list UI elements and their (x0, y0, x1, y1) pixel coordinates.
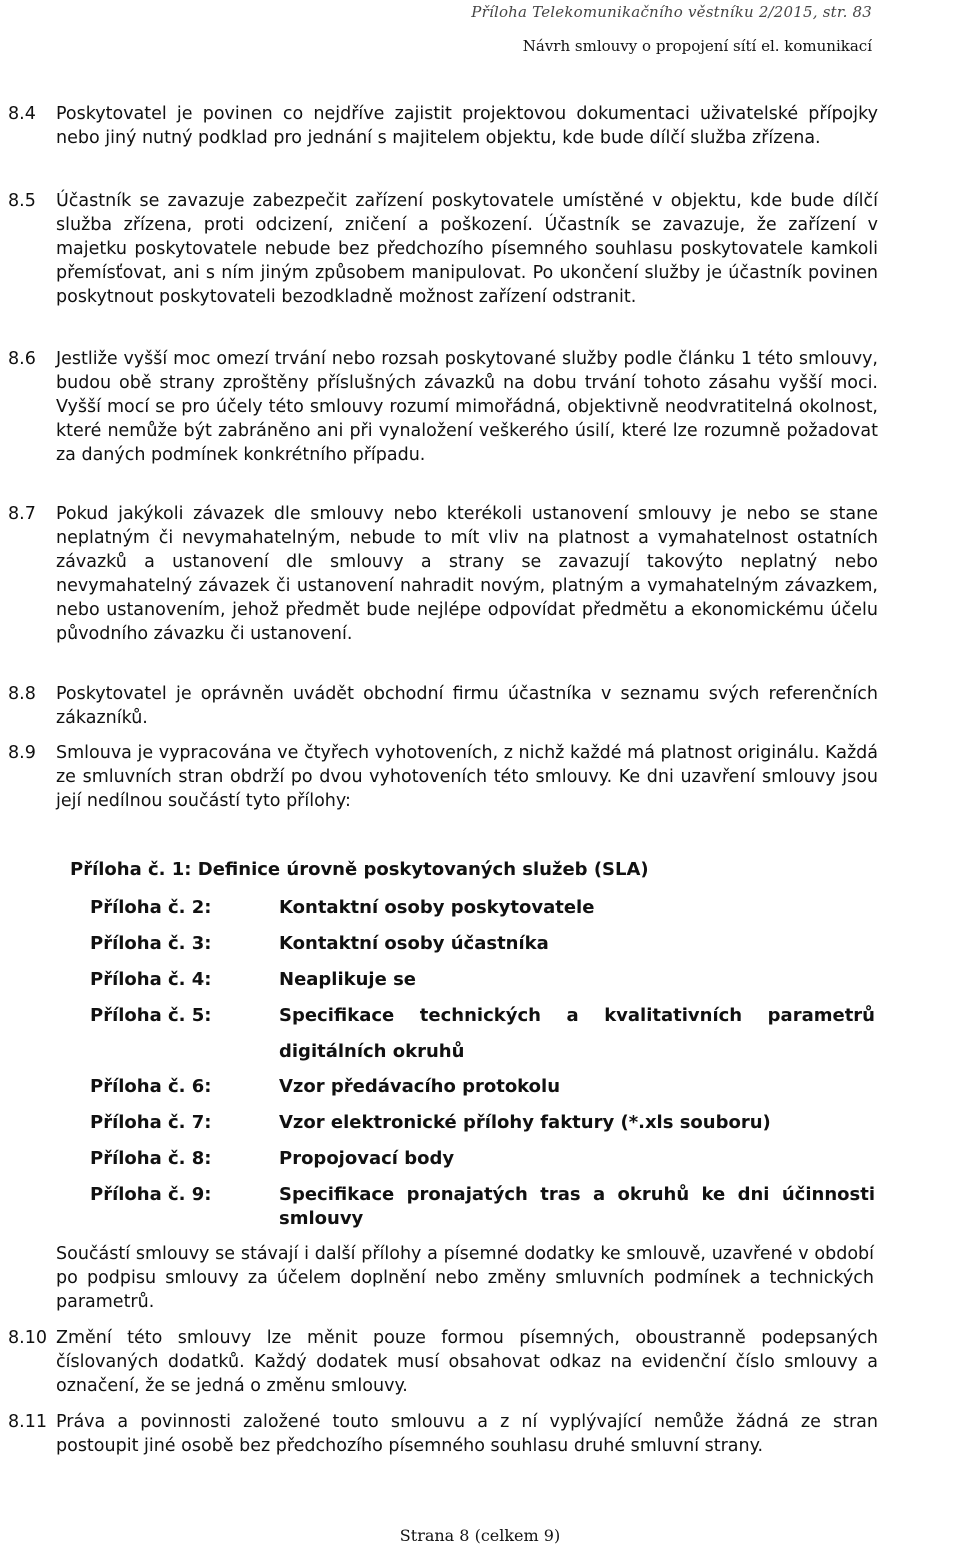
clause-text: Poskytovatel je povinen co nejdříve zajistit projektovou dokumentaci uživatelské přípojky nebo jiný nutný podklad pro jednání s majitelem objektu, kde bude dílčí služba zřízena. (56, 104, 878, 148)
clause-text: Smlouva je vypracována ve čtyřech vyhotoveních, z nichž každé má platnost originálu. Každá ze smluvních stran obdrží po dvou vyhotoveních této smlouvy. Ke dni uzavření smlouvy jsou její nedílnou součástí tyto přílohy: (56, 743, 878, 811)
clause-number: 8.6 (8, 349, 36, 369)
clause-number: 8.4 (8, 104, 36, 124)
annex-row (90, 1183, 875, 1231)
clause-text: Jestliže vyšší moc omezí trvání nebo rozsah poskytované služby podle článku 1 této smlouvy, budou obě strany zproštěny příslušných závazků na dobu trvání tohoto zásahu vyšší moci. Vyšší mocí se pro účely této smlouvy rozumí mimořádná, objektivně neodvratitelná okolnost, které nemůže být zabráněno ani při vynaložení veškerého úsilí, které lze rozumně požadovat za daných podmínek konkrétního případu. (56, 349, 878, 465)
clause-number: 8.9 (8, 743, 36, 763)
annex-description: Propojovací body (279, 1148, 455, 1169)
annex-label: Příloha č. 7: (90, 1112, 212, 1133)
annex-note: Součástí smlouvy se stávají i další přílohy a písemné dodatky ke smlouvě, uzavřené v období po podpisu smlouvy za účelem doplnění nebo změny smluvních podmínek a technických parametrů. (56, 1244, 874, 1312)
clause-8-8 (8, 682, 878, 730)
clause-text: Pokud jakýkoli závazek dle smlouvy nebo kterékoli ustanovení smlouvy je nebo se stane neplatným či nevymahatelným, nebude to mít vliv na platnost a vymahatelnost ostatních závazků a ustanovení dle smlouvy a strany se zavazují takovýto neplatný nebo nevymahatelný závazek či ustanovení nahradit novým, platným a vymahatelným závazkem, nebo ustanovením, jehož předmět bude nejlépe odpovídat předmětu a ekonomickému účelu původního závazku či ustanovení. (56, 504, 878, 644)
clause-text: Poskytovatel je oprávněn uvádět obchodní firmu účastníka v seznamu svých referenčních zákazníků. (56, 684, 878, 728)
clause-number: 8.5 (8, 191, 36, 211)
clause-text: Účastník se zavazuje zabezpečit zařízení poskytovatele umístěné v objektu, kde bude dílčí služba zřízena, proti odcizení, zničení a poškození. Účastník se zavazuje, že zařízení v majetku poskytovatele nebude bez předchozího písemného souhlasu poskytovatele kamkoli přemísťovat, ani s ním jiným způsobem manipulovat. Po ukončení služby je účastník povinen poskytnout poskytovateli bezodkladně možnost zařízení odstranit. (56, 191, 878, 307)
annex-row (90, 896, 875, 920)
annex-description: Neaplikuje se (279, 969, 416, 990)
annex-row (90, 1111, 875, 1135)
clause-8-9 (8, 741, 878, 813)
clause-number: 8.7 (8, 504, 36, 524)
annex-label: Příloha č. 9: (90, 1184, 212, 1205)
annex-row (90, 1147, 875, 1171)
clause-8-10 (8, 1326, 878, 1398)
annex-description: Specifikace pronajatých tras a okruhů ke dni účinnosti smlouvy (279, 1184, 875, 1229)
clause-text: Změní této smlouvy lze měnit pouze formou písemných, oboustranně podepsaných číslovaných dodatků. Každý dodatek musí obsahovat odkaz na evidenční číslo smlouvy a označení, že se jedná o změnu smlouvy. (56, 1328, 878, 1396)
annex-description: Vzor elektronické přílohy faktury (*.xls souboru) (279, 1112, 771, 1133)
annex-row (90, 968, 875, 992)
annex-label: Příloha č. 6: (90, 1076, 212, 1097)
page-footer: Strana 8 (celkem 9) (399, 1526, 561, 1545)
annex-label: Příloha č. 8: (90, 1148, 212, 1169)
clause-number: 8.8 (8, 684, 36, 704)
clause-number: 8.11 (8, 1412, 47, 1432)
clause-8-4 (8, 102, 878, 150)
clause-8-6 (8, 347, 878, 467)
clause-8-11 (8, 1410, 878, 1458)
clause-text: Práva a povinnosti založené touto smlouvu a z ní vyplývající nemůže žádná ze stran postoupit jiné osobě bez předchozího písemného souhlasu druhé smluvní strany. (56, 1412, 878, 1456)
annex-row (90, 932, 875, 956)
annex-1-title: Příloha č. 1: Definice úrovně poskytovaných služeb (SLA) (70, 859, 649, 880)
annex-description: Kontaktní osoby poskytovatele (279, 897, 595, 918)
clause-number: 8.10 (8, 1328, 47, 1348)
header-journal-reference: Příloha Telekomunikačního věstníku 2/2015, str. 83 (471, 3, 872, 21)
clause-8-7 (8, 502, 878, 646)
annex-description: Kontaktní osoby účastníka (279, 933, 549, 954)
annex-description: Specifikace technických a kvalitativních parametrů digitálních okruhů (279, 1005, 875, 1062)
annex-label: Příloha č. 3: (90, 933, 212, 954)
annex-row (90, 1004, 875, 1070)
annex-row (90, 1075, 875, 1099)
annex-label: Příloha č. 5: (90, 1005, 212, 1026)
clause-8-5 (8, 189, 878, 309)
header-document-title: Návrh smlouvy o propojení sítí el. komunikací (522, 37, 872, 55)
annex-label: Příloha č. 4: (90, 969, 212, 990)
annex-description: Vzor předávacího protokolu (279, 1076, 561, 1097)
annex-label: Příloha č. 2: (90, 897, 212, 918)
